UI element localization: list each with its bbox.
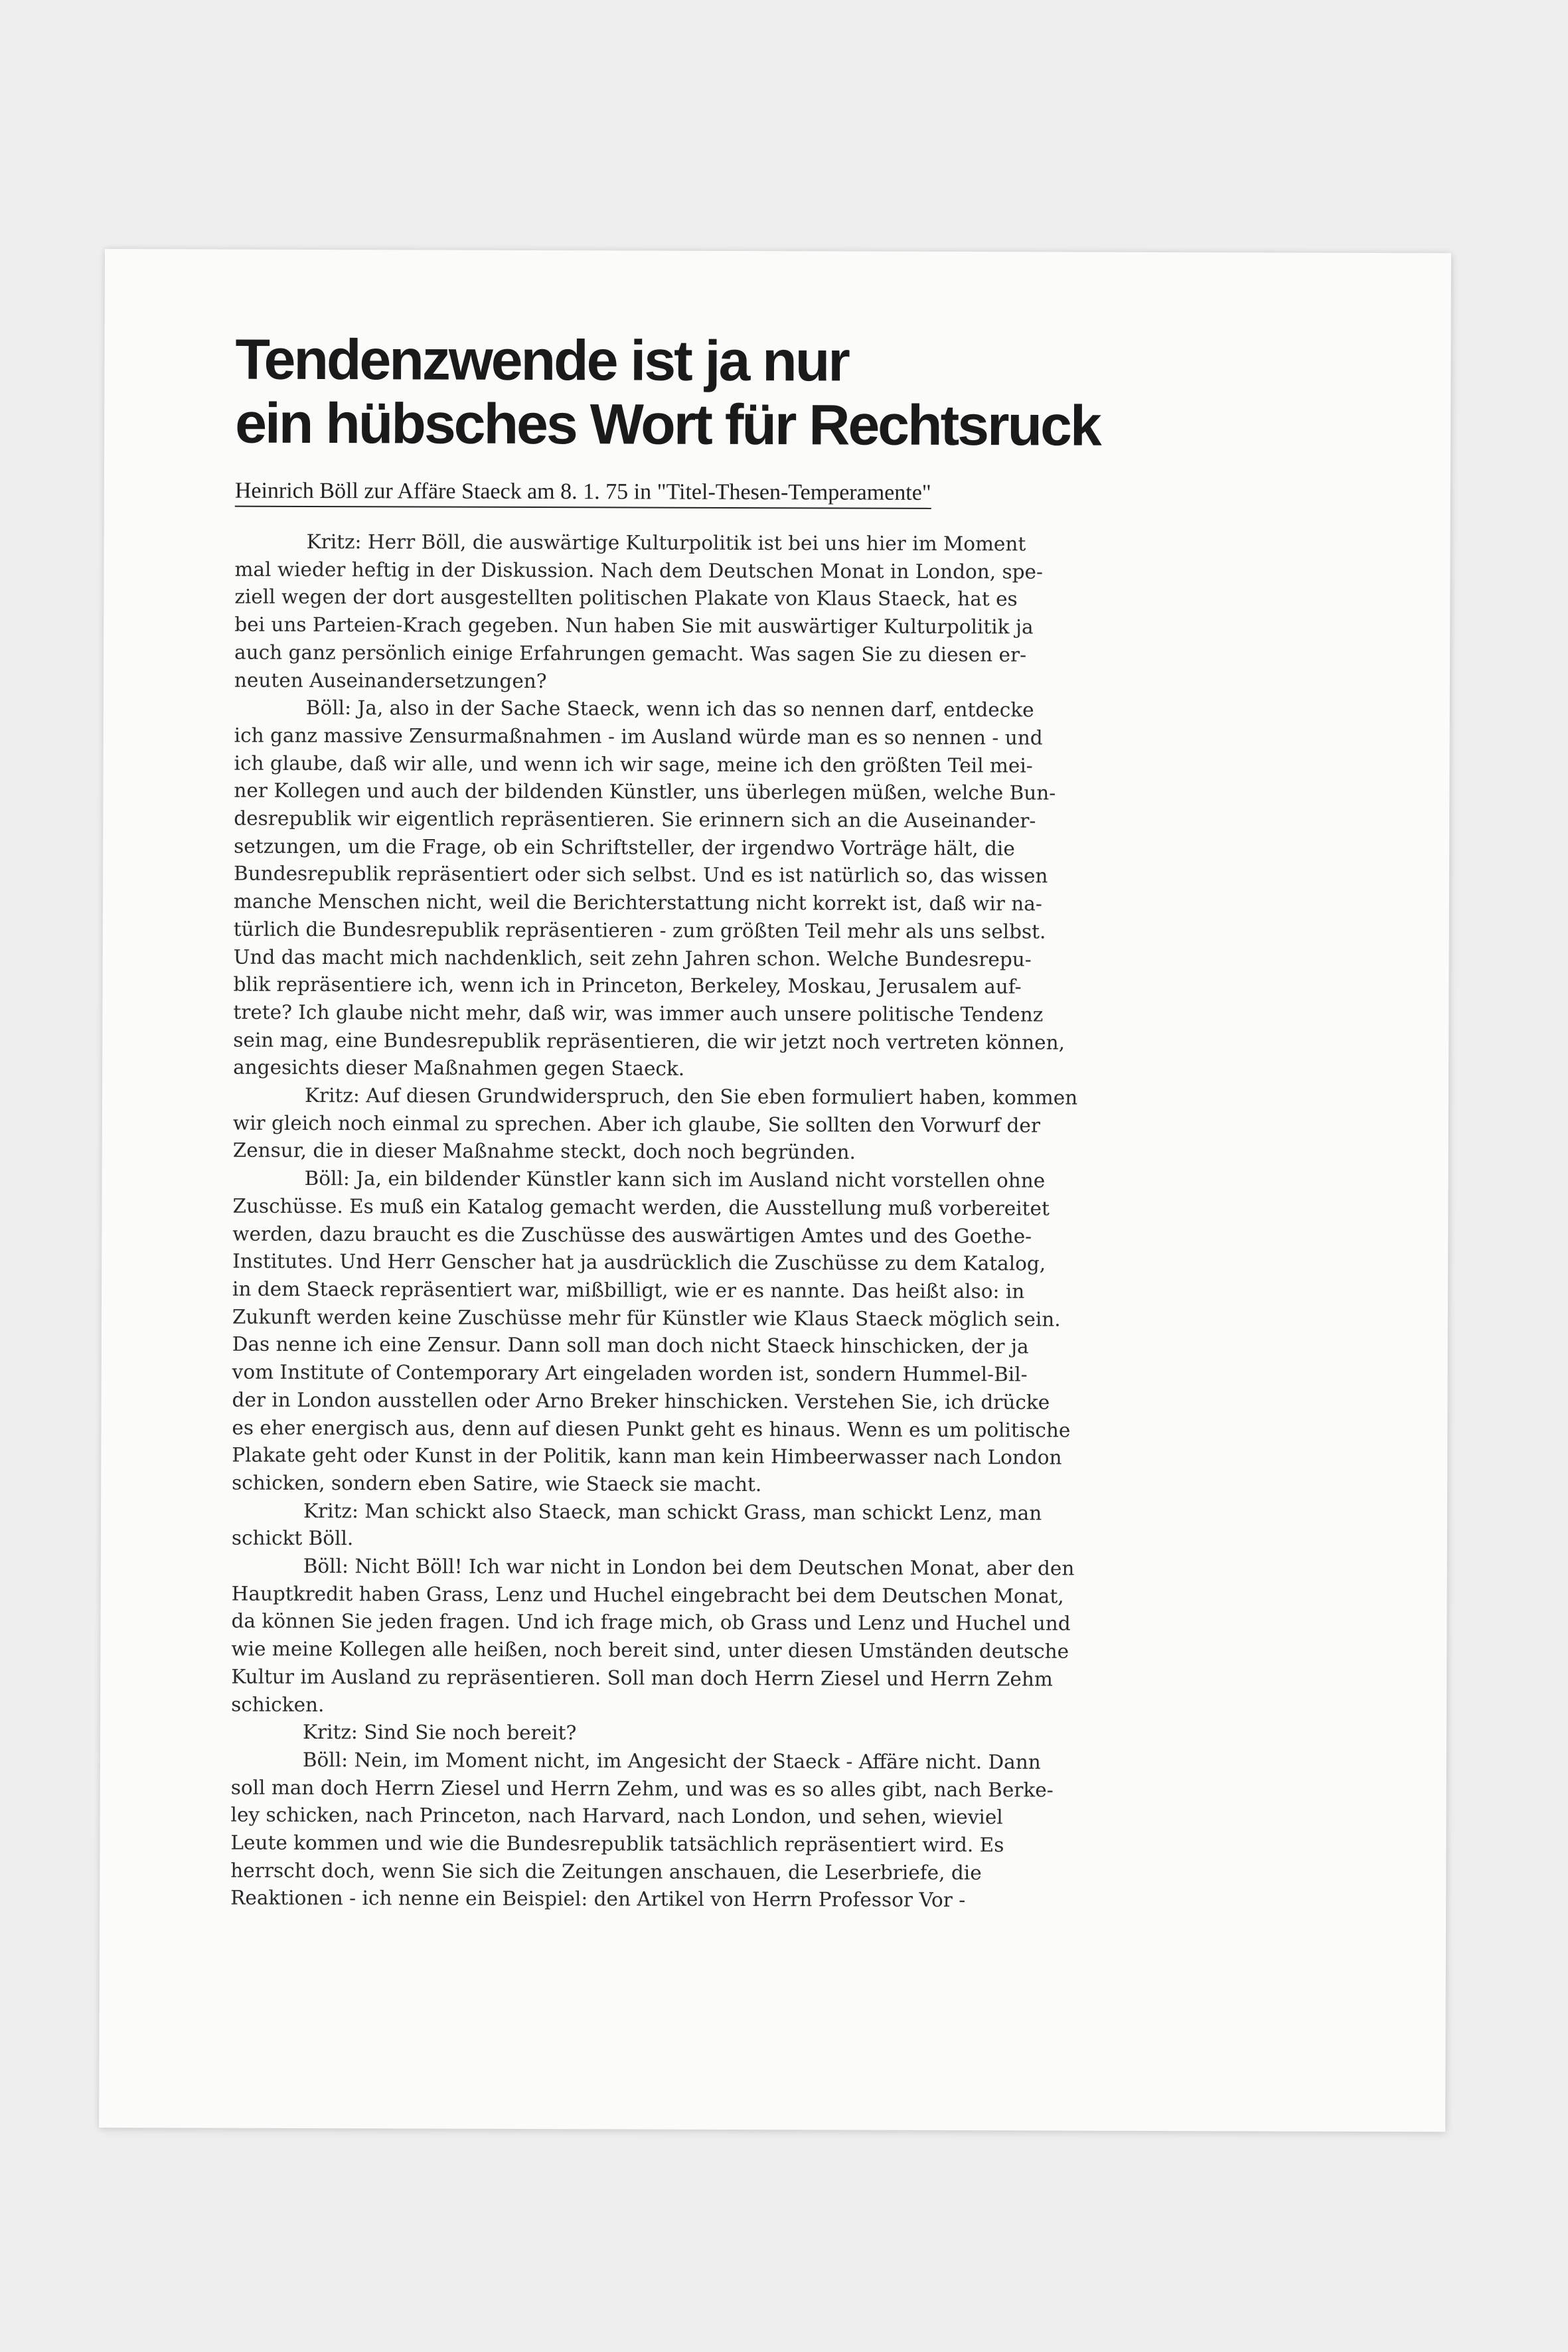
text-line: werden, dazu braucht es die Zuschüsse des auswärtigen Amtes und des Goethe-	[232, 1222, 1032, 1247]
text-line: türlich die Bundesrepublik repräsentieren - zum größten Teil mehr als uns selbst.	[233, 917, 1046, 943]
paragraph	[232, 1497, 1320, 1556]
text-line: Zensur, die in dieser Maßnahme steckt, doch noch begründen.	[232, 1139, 856, 1164]
text-line: da können Sie jeden fragen. Und ich frage mich, ob Grass und Lenz und Huchel und	[231, 1610, 1071, 1636]
text-line: manche Menschen nicht, weil die Berichterstattung nicht korrekt ist, daß wir na-	[233, 890, 1042, 915]
text-line: Böll: Ja, ein bildender Künstler kann sich im Ausland nicht vorstellen ohne	[304, 1167, 1046, 1192]
text-line: desrepublik wir eigentlich repräsentieren. Sie erinnern sich an die Auseinander-	[234, 807, 1036, 832]
text-line: angesichts dieser Maßnahmen gegen Staeck.	[233, 1056, 685, 1081]
text-line: Kultur im Ausland zu repräsentieren. Soll man doch Herrn Ziesel und Herrn Zehm	[231, 1665, 1053, 1691]
text-line: Kritz: Herr Böll, die auswärtige Kulturpolitik ist bei uns hier im Moment	[306, 530, 1026, 556]
text-line: Böll: Ja, also in der Sache Staeck, wenn ich das so nennen darf, entdecke	[305, 696, 1034, 722]
article	[230, 328, 1324, 1916]
article-body	[230, 528, 1324, 1916]
text-line: vom Institute of Contemporary Art eingeladen worden ist, sondern Hummel-Bil-	[232, 1360, 1028, 1386]
text-line: Plakate geht oder Kunst in der Politik, kann man kein Himbeerwasser nach London	[232, 1443, 1062, 1469]
text-line: herrscht doch, wenn Sie sich die Zeitungen anschauen, die Leserbriefe, die	[230, 1859, 982, 1884]
text-line: ziell wegen der dort ausgestellten politischen Plakate von Klaus Staeck, hat es	[234, 586, 1018, 611]
text-line: wir gleich noch einmal zu sprechen. Aber ich glaube, Sie sollten den Vorwurf der	[232, 1111, 1041, 1137]
text-line: Kritz: Auf diesen Grundwiderspruch, den Sie eben formuliert haben, kommen	[304, 1084, 1078, 1109]
subtitle: Heinrich Böll zur Affäre Staeck am 8. 1. 75 in "Titel-Thesen-Temperamente"	[235, 478, 931, 509]
text-line: der in London ausstellen oder Arno Breker hinschicken. Verstehen Sie, ich drücke	[232, 1388, 1050, 1414]
text-line: schicken.	[231, 1693, 325, 1716]
headline	[235, 328, 1324, 459]
text-line: Leute kommen und wie die Bundesrepublik tatsächlich repräsentiert wird. Es	[230, 1831, 1004, 1857]
text-line: blik repräsentiere ich, wenn ich in Princeton, Berkeley, Moskau, Jerusalem auf-	[233, 973, 1022, 998]
text-line: auch ganz persönlich einige Erfahrungen gemacht. Was sagen Sie zu diesen er-	[234, 641, 1027, 666]
text-line: Bundesrepublik repräsentiert oder sich selbst. Und es ist natürlich so, das wissen	[233, 862, 1048, 888]
text-line: Und das macht mich nachdenklich, seit zehn Jahren schon. Welche Bundesrepu-	[233, 945, 1032, 971]
text-line: Reaktionen - ich nenne ein Beispiel: den Artikel von Herrn Professor Vor -	[230, 1887, 966, 1912]
paper-sheet	[99, 249, 1451, 2132]
text-line: ich glaube, daß wir alle, und wenn ich wir sage, meine ich den größten Teil mei-	[234, 751, 1033, 777]
text-line: in dem Staeck repräsentiert war, mißbilligt, wie er es nannte. Das heißt also: in	[232, 1277, 1025, 1303]
text-line: schicken, sondern eben Satire, wie Staeck sie macht.	[232, 1471, 762, 1496]
headline-line: ein hübsches Wort für Rechtsruck	[235, 391, 1100, 458]
text-line: Zukunft werden keine Zuschüsse mehr für Künstler wie Klaus Staeck möglich sein.	[232, 1305, 1061, 1331]
text-line: Das nenne ich eine Zensur. Dann soll man doch nicht Staeck hinschicken, der ja	[232, 1333, 1029, 1358]
text-line: wie meine Kollegen alle heißen, noch bereit sind, unter diesen Umständen deutsche	[231, 1637, 1069, 1663]
text-line: bei uns Parteien-Krach gegeben. Nun haben Sie mit auswärtiger Kulturpolitik ja	[234, 613, 1034, 639]
paragraph	[233, 694, 1323, 1085]
text-line: trete? Ich glaube nicht mehr, daß wir, was immer auch unsere politische Tendenz	[233, 1000, 1044, 1026]
text-line: Institutes. Und Herr Genscher hat ja ausdrücklich die Zuschüsse zu dem Katalog,	[232, 1249, 1046, 1275]
text-line: sein mag, eine Bundesrepublik repräsentieren, die wir jetzt noch vertreten können,	[233, 1028, 1065, 1054]
text-line: Kritz: Man schickt also Staeck, man schickt Grass, man schickt Lenz, man	[303, 1499, 1042, 1525]
text-line: soll man doch Herrn Ziesel und Herrn Zehm, und was es so alles gibt, nach Berke-	[230, 1776, 1054, 1802]
text-line: neuten Auseinandersetzungen?	[234, 668, 547, 692]
headline-line: Tendenzwende ist ja nur	[235, 327, 848, 394]
paragraph	[230, 1747, 1320, 1916]
text-line: es eher energisch aus, denn auf diesen Punkt geht es hinaus. Wenn es um politische	[232, 1416, 1071, 1442]
text-line: setzungen, um die Frage, ob ein Schriftsteller, der irgendwo Vorträge hält, die	[234, 834, 1015, 860]
text-line: Kritz: Sind Sie noch bereit?	[302, 1721, 577, 1745]
paragraph	[233, 1082, 1322, 1168]
paragraph	[234, 528, 1324, 698]
text-line: ich ganz massive Zensurmaßnahmen - im Ausland würde man es so nennen - und	[234, 724, 1043, 749]
text-line: Hauptkredit haben Grass, Lenz und Huchel eingebracht bei dem Deutschen Monat,	[231, 1582, 1064, 1608]
paragraph	[231, 1719, 1320, 1750]
text-line: schickt Böll.	[231, 1526, 354, 1550]
paragraph	[231, 1553, 1320, 1722]
text-line: mal wieder heftig in der Diskussion. Nach dem Deutschen Monat in London, spe-	[234, 558, 1044, 584]
text-line: Böll: Nicht Böll! Ich war nicht in London bei dem Deutschen Monat, aber den	[303, 1554, 1075, 1580]
text-line: ley schicken, nach Princeton, nach Harvard, nach London, und sehen, wieviel	[230, 1803, 1003, 1829]
text-line: Böll: Nein, im Moment nicht, im Angesicht der Staeck - Affäre nicht. Dann	[302, 1748, 1041, 1774]
paragraph	[232, 1165, 1322, 1501]
text-line: ner Kollegen und auch der bildenden Künstler, uns überlegen müßen, welche Bun-	[234, 779, 1056, 805]
text-line: Zuschüsse. Es muß ein Katalog gemacht werden, die Ausstellung muß vorbereitet	[232, 1194, 1050, 1220]
